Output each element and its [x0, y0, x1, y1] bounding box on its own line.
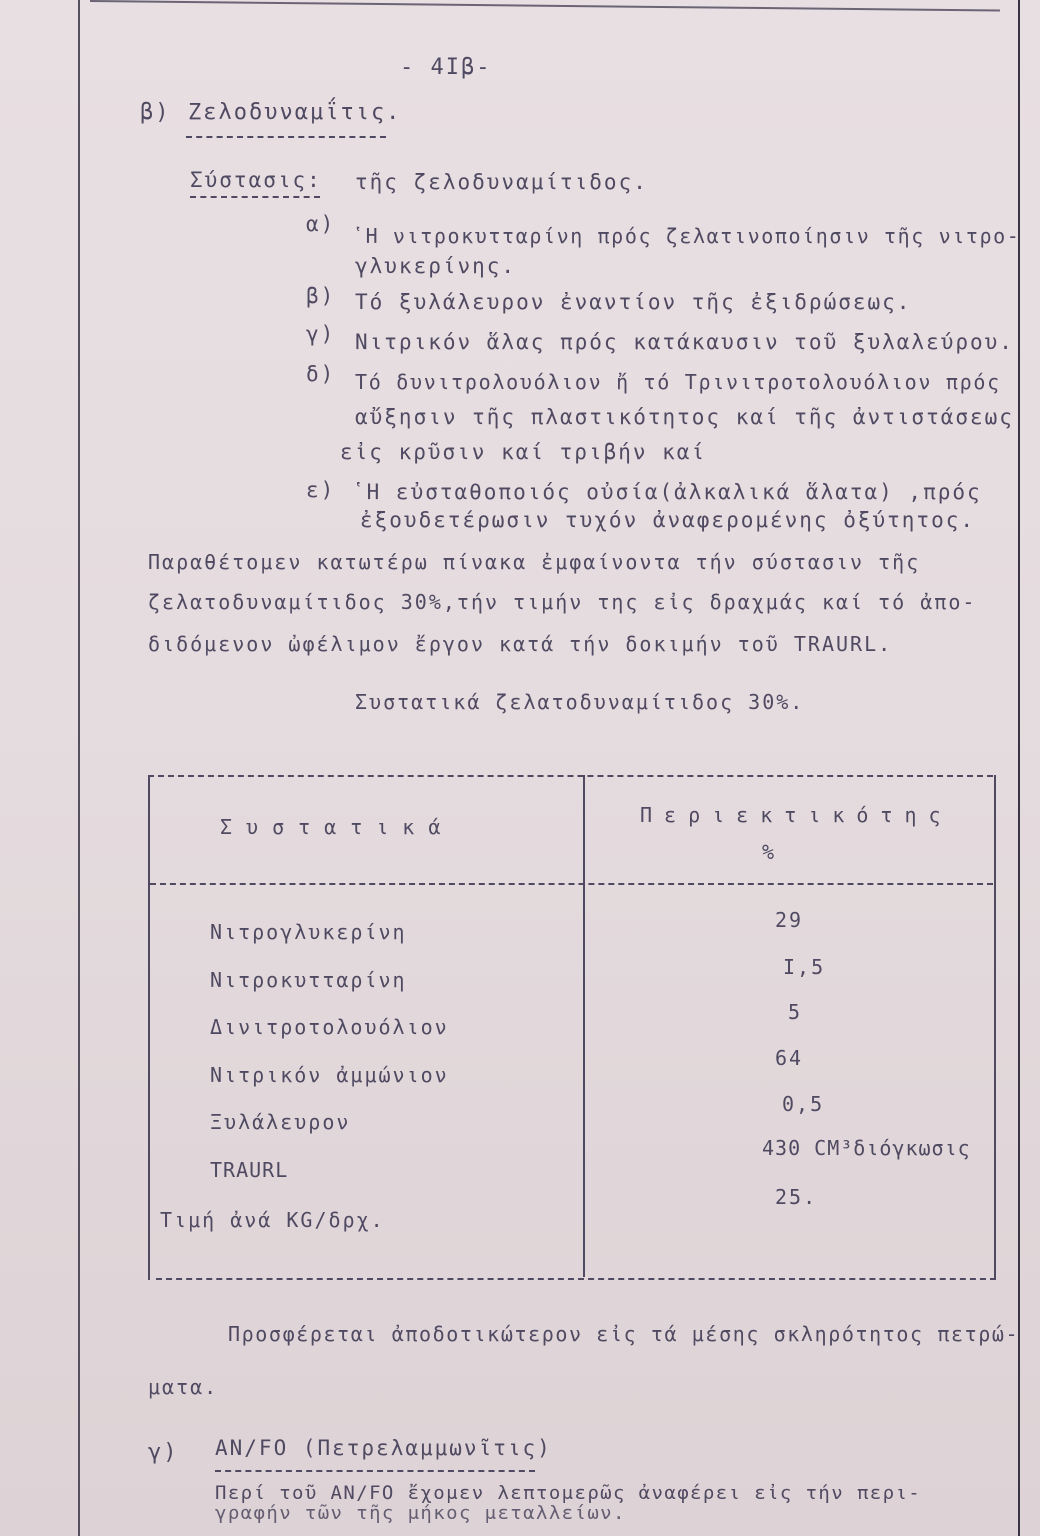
table-row-name: Ξυλάλευρον: [210, 1110, 351, 1134]
item-a-letter: α): [306, 212, 336, 236]
table-row-value: 5: [788, 1000, 803, 1024]
item-b-line-1: Τό ξυλάλευρον ἐναντίον τῆς ἐξιδρώσεως.: [355, 290, 912, 314]
table-column-divider: [583, 775, 585, 1277]
item-d-line-2: αὔξησιν τῆς πλαστικότητος καί τῆς ἀντιστάσεως: [355, 405, 1014, 429]
table-row-name: TRAURL: [210, 1158, 289, 1182]
table-row-name: Νιτρογλυκερίνη: [210, 920, 407, 944]
table-caption: Συστατικά ζελατοδυναμίτιδος 30%.: [355, 690, 805, 714]
section-b-underline: [186, 136, 386, 138]
closing-line-1: Προσφέρεται ἀποδοτικώτερον εἰς τά μέσης σκληρότητος πετρώ-: [228, 1322, 1020, 1346]
table-row-value: I,5: [783, 955, 826, 979]
item-a-line-2: γλυκερίνης.: [355, 254, 517, 278]
item-e-line-2: ἐξουδετέρωσιν τυχόν ἀναφερομένης ὀξύτητος.: [360, 508, 976, 532]
item-d-letter: δ): [306, 362, 336, 386]
item-g-line-1: Νιτρικόν ἅλας πρός κατάκαυσιν τοῦ ξυλαλεύρου.: [355, 330, 1014, 354]
item-d-line-3: εἰς κρῦσιν καί τριβήν καί: [340, 440, 707, 464]
section-g-title: AN/FO (Πετρελαμμωνῖτις): [215, 1436, 552, 1460]
table-row-value: 29: [775, 908, 804, 932]
table-row-name: Νιτροκυτταρίνη: [210, 968, 407, 992]
item-b-letter: β): [306, 284, 336, 308]
left-margin-line: [78, 0, 80, 1536]
table-row-value: 0,5: [782, 1092, 825, 1116]
item-d-line-1: Τό δυνιτρολουόλιον ἤ τό Τρινιτροτολουόλιον πρός: [355, 370, 1001, 394]
composition-label: Σύστασις:: [190, 168, 322, 192]
page-number: - 4Iβ-: [400, 55, 492, 80]
composition-text: τῆς ζελοδυναμίτιδος.: [355, 170, 648, 194]
paragraph-line-1: Παραθέτομεν κατωτέρω πίνακα ἐμφαίνοντα τήν σύστασιν τῆς: [148, 550, 921, 574]
table-col2-unit: %: [762, 840, 777, 864]
item-a-line-1: ῾Η νιτροκυτταρίνη πρός ζελατινοποίησιν τῆς νιτρο-: [352, 224, 1021, 248]
table-header-separator: [150, 883, 993, 885]
top-edge-line: [90, 0, 1000, 12]
section-b-title: Ζελοδυναμΐτις.: [188, 100, 402, 125]
item-e-line-1: ῾Η εὐσταθοποιός οὐσία(ἀλκαλικά ἅλατα) ,πρός: [352, 480, 982, 504]
table-row-name: Νιτρικόν ἀμμώνιον: [210, 1063, 449, 1087]
item-e-letter: ε): [306, 478, 336, 502]
table-row-value: 25.: [775, 1185, 818, 1209]
table-col1-header: Συστατικά: [220, 815, 455, 839]
table-bottom-border: [156, 1278, 996, 1280]
table-row-name: Τιμή ἀνά KG/δρχ.: [160, 1208, 385, 1232]
table-col2-header: Περιεκτικότης: [640, 803, 953, 827]
composition-underline: [190, 196, 320, 198]
paragraph-line-2: ζελατοδυναμίτιδος 30%,τήν τιμήν της εἰς δραχμάς καί τό ἀπο-: [148, 590, 977, 614]
item-g-letter: γ): [306, 322, 336, 346]
section-g-underline: [215, 1470, 535, 1472]
section-g-line-2: γραφήν τῶν τῆς μήκος μεταλλείων.: [215, 1502, 626, 1524]
table-top-border: [148, 775, 993, 777]
section-g-line-1: Περί τοῦ AN/FO ἔχομεν λεπτομερῶς ἀναφέρει εἰς τήν περι-: [215, 1482, 922, 1504]
paragraph-line-3: διδόμενον ὠφέλιμον ἔργον κατά τήν δοκιμήν τοῦ TRAURL.: [148, 632, 893, 656]
section-b-marker: β): [140, 100, 171, 125]
table-row-name: Δινιτροτολουόλιον: [210, 1015, 449, 1039]
section-g-marker: γ): [148, 1440, 179, 1465]
closing-line-2: ματα.: [148, 1375, 219, 1399]
table-row-value: 430 CM³διόγκωσις: [762, 1136, 971, 1160]
table-row-value: 64: [775, 1046, 804, 1070]
